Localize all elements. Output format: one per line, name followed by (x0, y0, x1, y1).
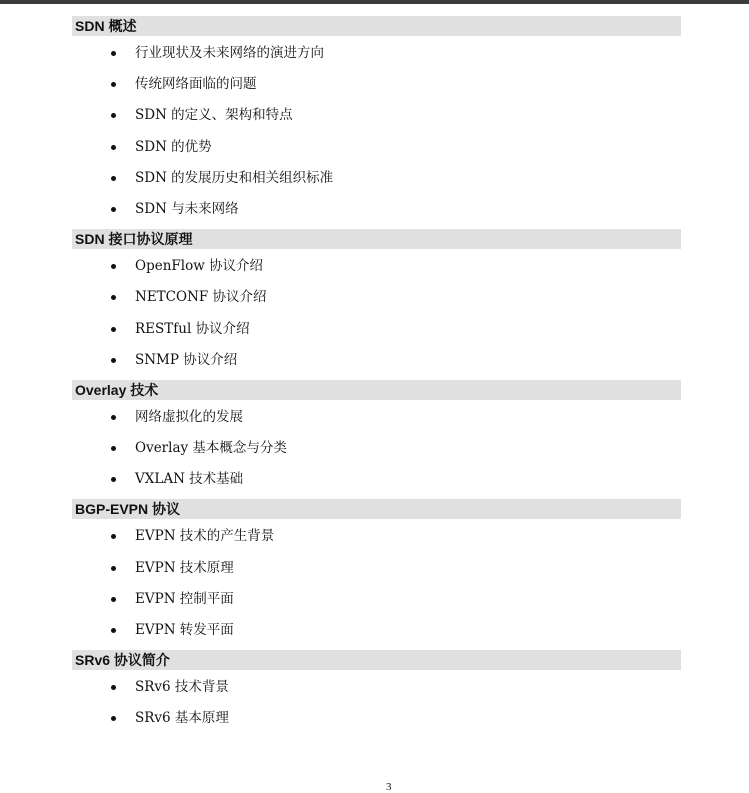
section-sdn-overview (72, 16, 681, 225)
page-top-border (0, 0, 749, 4)
section-heading: SDN 接口协议原理 (72, 229, 681, 249)
list-item: EVPN 控制平面 (72, 584, 681, 615)
section-bgp-evpn (72, 499, 681, 646)
list-item: Overlay 基本概念与分类 (72, 433, 681, 464)
list-item: EVPN 技术原理 (72, 553, 681, 584)
list-item: RESTful 协议介绍 (72, 314, 681, 345)
list-item: OpenFlow 协议介绍 (72, 251, 681, 282)
list-item: SDN 与未来网络 (72, 194, 681, 225)
list-item: 行业现状及未来网络的演进方向 (72, 38, 681, 69)
list-item: 网络虚拟化的发展 (72, 402, 681, 433)
bullet-list (72, 672, 681, 734)
section-sdn-interface-protocols (72, 229, 681, 376)
section-srv6 (72, 650, 681, 734)
bullet-list (72, 38, 681, 225)
section-overlay (72, 380, 681, 496)
list-item: SNMP 协议介绍 (72, 345, 681, 376)
list-item: SDN 的定义、架构和特点 (72, 100, 681, 131)
list-item: EVPN 转发平面 (72, 615, 681, 646)
section-heading: SDN 概述 (72, 16, 681, 36)
list-item: SDN 的优势 (72, 132, 681, 163)
bullet-list (72, 402, 681, 496)
section-heading: BGP-EVPN 协议 (72, 499, 681, 519)
page-number: 3 (386, 781, 392, 793)
list-item: VXLAN 技术基础 (72, 464, 681, 495)
section-heading: Overlay 技术 (72, 380, 681, 400)
bullet-list (72, 251, 681, 376)
list-item: EVPN 技术的产生背景 (72, 521, 681, 552)
document-body (72, 16, 681, 739)
section-heading: SRv6 协议简介 (72, 650, 681, 670)
list-item: 传统网络面临的问题 (72, 69, 681, 100)
list-item: SRv6 技术背景 (72, 672, 681, 703)
list-item: SDN 的发展历史和相关组织标准 (72, 163, 681, 194)
list-item: SRv6 基本原理 (72, 703, 681, 734)
bullet-list (72, 521, 681, 646)
list-item: NETCONF 协议介绍 (72, 282, 681, 313)
